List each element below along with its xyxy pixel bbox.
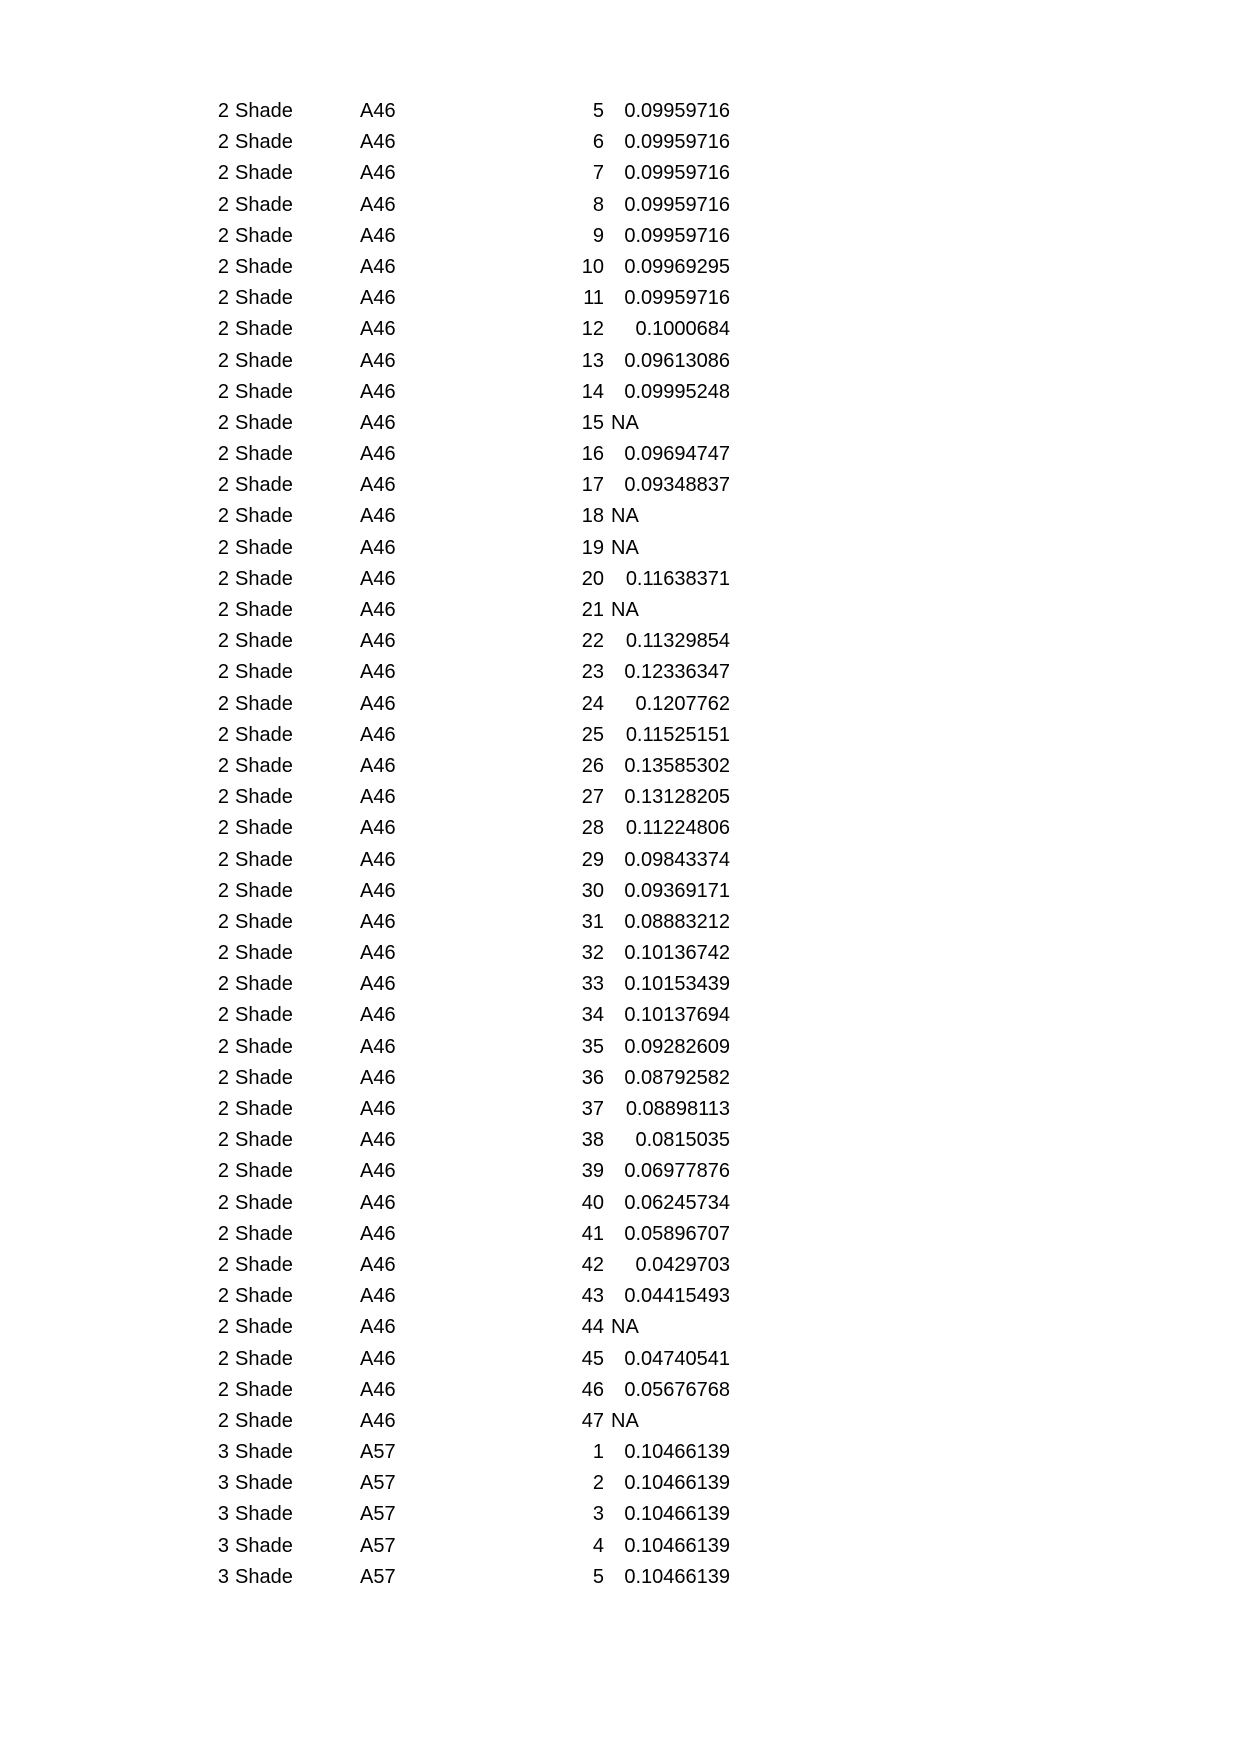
code-cell: A46 — [360, 193, 396, 216]
value-cell: NA — [611, 536, 639, 559]
row-id-cell: 2 — [217, 162, 229, 185]
treatment-cell: Shade — [235, 380, 293, 403]
table-row — [0, 973, 1241, 1016]
day-cell: 3 — [592, 1503, 604, 1526]
day-cell: 8 — [592, 193, 604, 216]
code-cell: A46 — [360, 318, 396, 341]
value-cell: 0.06977876 — [624, 1160, 730, 1183]
table-row — [0, 1066, 1241, 1110]
treatment-cell: Shade — [235, 754, 293, 777]
day-cell: 41 — [581, 1222, 604, 1245]
treatment-cell: Shade — [235, 474, 293, 497]
row-id-cell: 2 — [217, 505, 229, 528]
code-cell: A46 — [360, 910, 396, 933]
treatment-cell: Shade — [235, 443, 293, 466]
treatment-cell: Shade — [235, 193, 293, 216]
table-row — [0, 630, 1241, 673]
day-cell: 30 — [581, 879, 604, 902]
day-cell: 2 — [592, 1472, 604, 1495]
row-id-cell: 2 — [217, 692, 229, 715]
table-row — [0, 754, 1241, 798]
code-cell: A46 — [360, 443, 396, 466]
value-cell: 0.10466139 — [624, 1534, 730, 1557]
treatment-cell: Shade — [235, 1035, 293, 1058]
table-row — [0, 1347, 1241, 1391]
day-cell: 23 — [581, 661, 604, 684]
table-row — [0, 1129, 1241, 1172]
value-cell: NA — [611, 411, 639, 434]
row-id-cell: 2 — [217, 1098, 229, 1120]
code-cell: A46 — [360, 1347, 396, 1370]
day-cell: 13 — [581, 349, 604, 372]
table-row — [0, 1222, 1241, 1266]
value-cell: NA — [611, 505, 639, 528]
code-cell: A46 — [360, 848, 396, 871]
row-id-cell: 3 — [217, 1441, 229, 1464]
table-row — [0, 942, 1241, 985]
treatment-cell: Shade — [235, 536, 293, 559]
table-row — [0, 1160, 1241, 1203]
value-cell: 0.11224806 — [625, 817, 730, 840]
treatment-cell: Shade — [235, 1565, 293, 1588]
value-cell: 0.11329854 — [625, 630, 730, 653]
treatment-cell: Shade — [235, 1004, 293, 1027]
table-row — [0, 817, 1241, 860]
row-id-cell: 2 — [217, 287, 229, 310]
code-cell: A46 — [360, 1160, 396, 1183]
value-cell: 0.09959716 — [624, 131, 730, 154]
table-row — [0, 411, 1241, 455]
table-row — [0, 162, 1241, 205]
treatment-cell: Shade — [235, 692, 293, 715]
day-cell: 21 — [581, 599, 604, 621]
value-cell: 0.04415493 — [624, 1285, 730, 1308]
code-cell: A46 — [360, 692, 396, 715]
code-cell: A46 — [360, 1409, 396, 1432]
row-id-cell: 2 — [217, 1035, 229, 1058]
value-cell: 0.0815035 — [635, 1129, 730, 1152]
treatment-cell: Shade — [235, 1129, 293, 1152]
value-cell: 0.09959716 — [624, 162, 730, 185]
treatment-cell: Shade — [235, 910, 293, 933]
code-cell: A57 — [360, 1472, 396, 1495]
table-row — [0, 1441, 1241, 1484]
day-cell: 33 — [581, 973, 604, 996]
table-row — [0, 599, 1241, 642]
table-row — [0, 1503, 1241, 1546]
value-cell: 0.12336347 — [624, 661, 730, 684]
code-cell: A46 — [360, 754, 396, 777]
value-cell: 0.09959716 — [624, 100, 730, 122]
code-cell: A46 — [360, 879, 396, 902]
table-row — [0, 848, 1241, 892]
day-cell: 45 — [581, 1347, 604, 1370]
value-cell: 0.1000684 — [635, 318, 730, 341]
row-id-cell: 2 — [217, 474, 229, 497]
value-cell: NA — [611, 1316, 639, 1339]
day-cell: 43 — [581, 1285, 604, 1308]
day-cell: 32 — [581, 942, 604, 965]
row-id-cell: 2 — [217, 131, 229, 154]
row-id-cell: 2 — [217, 349, 229, 372]
table-row — [0, 100, 1241, 143]
code-cell: A46 — [360, 630, 396, 653]
code-cell: A57 — [360, 1503, 396, 1526]
value-cell: 0.08898113 — [625, 1098, 730, 1120]
day-cell: 7 — [592, 162, 604, 185]
row-id-cell: 2 — [217, 1191, 229, 1214]
treatment-cell: Shade — [235, 1441, 293, 1464]
day-cell: 28 — [581, 817, 604, 840]
row-id-cell: 2 — [217, 1066, 229, 1089]
treatment-cell: Shade — [235, 1316, 293, 1339]
value-cell: 0.09959716 — [624, 193, 730, 216]
row-id-cell: 2 — [217, 1347, 229, 1370]
day-cell: 46 — [581, 1378, 604, 1401]
value-cell: 0.10466139 — [624, 1503, 730, 1526]
row-id-cell: 2 — [217, 567, 229, 590]
day-cell: 47 — [581, 1409, 604, 1432]
value-cell: 0.13585302 — [624, 754, 730, 777]
table-row — [0, 318, 1241, 361]
value-cell: 0.05896707 — [624, 1222, 730, 1245]
table-row — [0, 786, 1241, 829]
table-row — [0, 349, 1241, 393]
day-cell: 25 — [581, 723, 604, 746]
code-cell: A46 — [360, 723, 396, 746]
treatment-cell: Shade — [235, 255, 293, 278]
day-cell: 22 — [581, 630, 604, 653]
code-cell: A46 — [360, 1285, 396, 1308]
table-row — [0, 1565, 1241, 1609]
day-cell: 36 — [581, 1066, 604, 1089]
treatment-cell: Shade — [235, 1285, 293, 1308]
value-cell: 0.11525151 — [625, 723, 730, 746]
row-id-cell: 2 — [217, 973, 229, 996]
treatment-cell: Shade — [235, 1347, 293, 1370]
value-cell: 0.10466139 — [624, 1472, 730, 1495]
treatment-cell: Shade — [235, 942, 293, 965]
code-cell: A46 — [360, 599, 396, 621]
day-cell: 20 — [581, 567, 604, 590]
code-cell: A46 — [360, 255, 396, 278]
treatment-cell: Shade — [235, 1098, 293, 1120]
table-row — [0, 443, 1241, 486]
treatment-cell: Shade — [235, 1409, 293, 1432]
row-id-cell: 2 — [217, 1129, 229, 1152]
treatment-cell: Shade — [235, 1503, 293, 1526]
day-cell: 39 — [581, 1160, 604, 1183]
code-cell: A46 — [360, 1222, 396, 1245]
code-cell: A46 — [360, 1004, 396, 1027]
row-id-cell: 2 — [217, 443, 229, 466]
code-cell: A46 — [360, 1316, 396, 1339]
treatment-cell: Shade — [235, 661, 293, 684]
row-id-cell: 2 — [217, 1253, 229, 1276]
row-id-cell: 2 — [217, 1409, 229, 1432]
value-cell: 0.10153439 — [624, 973, 730, 996]
table-row — [0, 193, 1241, 237]
treatment-cell: Shade — [235, 411, 293, 434]
value-cell: 0.09694747 — [624, 443, 730, 466]
table-row — [0, 910, 1241, 954]
treatment-cell: Shade — [235, 1222, 293, 1245]
day-cell: 17 — [581, 474, 604, 497]
day-cell: 44 — [581, 1316, 604, 1339]
day-cell: 12 — [581, 318, 604, 341]
day-cell: 34 — [581, 1004, 604, 1027]
treatment-cell: Shade — [235, 1160, 293, 1183]
code-cell: A46 — [360, 411, 396, 434]
code-cell: A46 — [360, 474, 396, 497]
table-row — [0, 1534, 1241, 1578]
treatment-cell: Shade — [235, 848, 293, 871]
value-cell: 0.0429703 — [635, 1253, 730, 1276]
table-row — [0, 1472, 1241, 1515]
day-cell: 31 — [581, 910, 604, 933]
row-id-cell: 3 — [217, 1503, 229, 1526]
code-cell: A57 — [360, 1534, 396, 1557]
code-cell: A46 — [360, 536, 396, 559]
row-id-cell: 2 — [217, 1160, 229, 1183]
value-cell: 0.08883212 — [624, 910, 730, 933]
value-cell: 0.09959716 — [624, 224, 730, 247]
day-cell: 6 — [592, 131, 604, 154]
row-id-cell: 2 — [217, 910, 229, 933]
day-cell: 26 — [581, 754, 604, 777]
row-id-cell: 2 — [217, 848, 229, 871]
table-row — [0, 723, 1241, 767]
code-cell: A46 — [360, 1253, 396, 1276]
value-cell: 0.10466139 — [624, 1441, 730, 1464]
table-row — [0, 1004, 1241, 1047]
day-cell: 18 — [581, 505, 604, 528]
day-cell: 37 — [581, 1098, 604, 1120]
value-cell: 0.09969295 — [624, 255, 730, 278]
treatment-cell: Shade — [235, 973, 293, 996]
code-cell: A46 — [360, 1378, 396, 1401]
day-cell: 16 — [581, 443, 604, 466]
row-id-cell: 2 — [217, 599, 229, 621]
value-cell: 0.04740541 — [624, 1347, 730, 1370]
row-id-cell: 2 — [217, 1004, 229, 1027]
day-cell: 38 — [581, 1129, 604, 1152]
value-cell: 0.10466139 — [624, 1565, 730, 1588]
code-cell: A46 — [360, 505, 396, 528]
row-id-cell: 2 — [217, 1316, 229, 1339]
row-id-cell: 2 — [217, 536, 229, 559]
code-cell: A46 — [360, 1066, 396, 1089]
value-cell: 0.09995248 — [624, 380, 730, 403]
row-id-cell: 2 — [217, 224, 229, 247]
code-cell: A46 — [360, 817, 396, 840]
day-cell: 19 — [581, 536, 604, 559]
treatment-cell: Shade — [235, 349, 293, 372]
code-cell: A46 — [360, 287, 396, 310]
row-id-cell: 2 — [217, 318, 229, 341]
treatment-cell: Shade — [235, 1378, 293, 1401]
code-cell: A57 — [360, 1441, 396, 1464]
table-row — [0, 1409, 1241, 1453]
table-row — [0, 287, 1241, 330]
table-row — [0, 536, 1241, 580]
value-cell: 0.09369171 — [624, 879, 730, 902]
day-cell: 29 — [581, 848, 604, 871]
treatment-cell: Shade — [235, 879, 293, 902]
value-cell: 0.10136742 — [624, 942, 730, 965]
value-cell: 0.09843374 — [624, 848, 730, 871]
table-row — [0, 1316, 1241, 1359]
table-row — [0, 1098, 1241, 1141]
code-cell: A46 — [360, 349, 396, 372]
row-id-cell: 2 — [217, 786, 229, 809]
row-id-cell: 2 — [217, 754, 229, 777]
day-cell: 5 — [592, 100, 604, 122]
treatment-cell: Shade — [235, 1191, 293, 1214]
code-cell: A46 — [360, 1129, 396, 1152]
code-cell: A46 — [360, 380, 396, 403]
row-id-cell: 3 — [217, 1565, 229, 1588]
value-cell: NA — [611, 599, 639, 621]
value-cell: 0.09959716 — [624, 287, 730, 310]
day-cell: 14 — [581, 380, 604, 403]
value-cell: 0.09282609 — [624, 1035, 730, 1058]
day-cell: 5 — [592, 1565, 604, 1588]
treatment-cell: Shade — [235, 1534, 293, 1557]
treatment-cell: Shade — [235, 817, 293, 840]
code-cell: A46 — [360, 131, 396, 154]
day-cell: 1 — [592, 1441, 604, 1464]
day-cell: 11 — [583, 287, 604, 310]
code-cell: A46 — [360, 942, 396, 965]
day-cell: 42 — [581, 1253, 604, 1276]
table-row — [0, 255, 1241, 299]
row-id-cell: 2 — [217, 1285, 229, 1308]
treatment-cell: Shade — [235, 162, 293, 185]
value-cell: 0.08792582 — [624, 1066, 730, 1089]
treatment-cell: Shade — [235, 287, 293, 310]
row-id-cell: 2 — [217, 879, 229, 902]
treatment-cell: Shade — [235, 786, 293, 809]
value-cell: 0.11638371 — [625, 567, 730, 590]
row-id-cell: 2 — [217, 723, 229, 746]
day-cell: 4 — [592, 1534, 604, 1557]
row-id-cell: 2 — [217, 100, 229, 122]
value-cell: NA — [611, 1409, 639, 1432]
value-cell: 0.09348837 — [624, 474, 730, 497]
code-cell: A46 — [360, 973, 396, 996]
table-row — [0, 692, 1241, 736]
row-id-cell: 2 — [217, 630, 229, 653]
day-cell: 9 — [592, 224, 604, 247]
treatment-cell: Shade — [235, 1253, 293, 1276]
code-cell: A57 — [360, 1565, 396, 1588]
day-cell: 15 — [581, 411, 604, 434]
row-id-cell: 2 — [217, 1378, 229, 1401]
value-cell: 0.13128205 — [624, 786, 730, 809]
day-cell: 24 — [581, 692, 604, 715]
day-cell: 27 — [581, 786, 604, 809]
code-cell: A46 — [360, 661, 396, 684]
treatment-cell: Shade — [235, 723, 293, 746]
code-cell: A46 — [360, 567, 396, 590]
row-id-cell: 2 — [217, 942, 229, 965]
row-id-cell: 2 — [217, 255, 229, 278]
row-id-cell: 2 — [217, 661, 229, 684]
row-id-cell: 2 — [217, 411, 229, 434]
treatment-cell: Shade — [235, 1472, 293, 1495]
code-cell: A46 — [360, 162, 396, 185]
table-row — [0, 224, 1241, 268]
table-row — [0, 131, 1241, 174]
row-id-cell: 3 — [217, 1534, 229, 1557]
code-cell: A46 — [360, 1098, 396, 1120]
value-cell: 0.1207762 — [635, 692, 730, 715]
value-cell: 0.09613086 — [624, 349, 730, 372]
code-cell: A46 — [360, 1035, 396, 1058]
value-cell: 0.10137694 — [624, 1004, 730, 1027]
table-row — [0, 879, 1241, 923]
day-cell: 40 — [581, 1191, 604, 1214]
treatment-cell: Shade — [235, 1066, 293, 1089]
treatment-cell: Shade — [235, 567, 293, 590]
treatment-cell: Shade — [235, 318, 293, 341]
table-row — [0, 1253, 1241, 1297]
code-cell: A46 — [360, 786, 396, 809]
table-row — [0, 661, 1241, 704]
treatment-cell: Shade — [235, 131, 293, 154]
value-cell: 0.06245734 — [624, 1191, 730, 1214]
treatment-cell: Shade — [235, 630, 293, 653]
row-id-cell: 2 — [217, 193, 229, 216]
treatment-cell: Shade — [235, 224, 293, 247]
code-cell: A46 — [360, 100, 396, 122]
data-table — [0, 100, 1241, 1609]
row-id-cell: 2 — [217, 1222, 229, 1245]
day-cell: 10 — [581, 255, 604, 278]
treatment-cell: Shade — [235, 599, 293, 621]
code-cell: A46 — [360, 1191, 396, 1214]
value-cell: 0.05676768 — [624, 1378, 730, 1401]
code-cell: A46 — [360, 224, 396, 247]
treatment-cell: Shade — [235, 100, 293, 122]
row-id-cell: 2 — [217, 817, 229, 840]
day-cell: 35 — [581, 1035, 604, 1058]
treatment-cell: Shade — [235, 505, 293, 528]
row-id-cell: 3 — [217, 1472, 229, 1495]
table-row — [0, 1035, 1241, 1079]
row-id-cell: 2 — [217, 380, 229, 403]
table-row — [0, 1191, 1241, 1235]
